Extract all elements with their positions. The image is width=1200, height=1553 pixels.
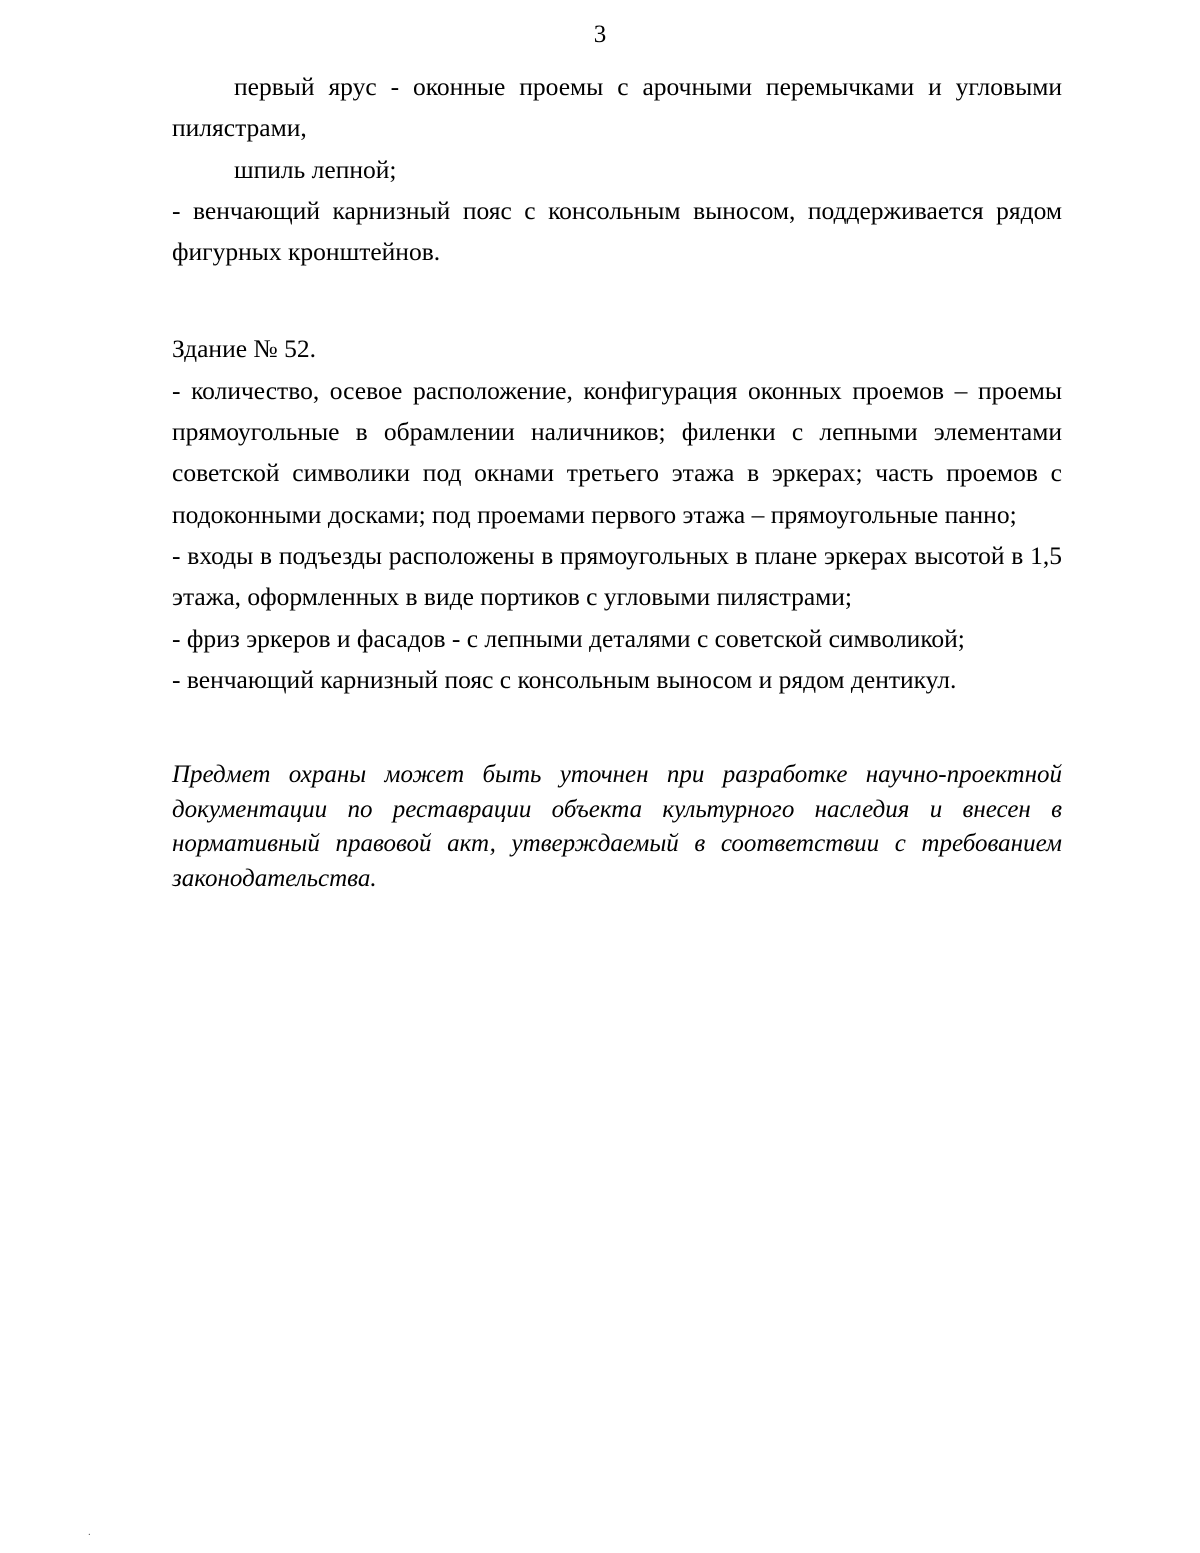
page-number: 3: [593, 21, 607, 48]
paragraph-entrances: - входы в подъезды расположены в прямоугольных в плане эркерах высотой в 1,5 этажа, оформленных в виде портиков с угловыми пилястрами;: [172, 540, 1062, 612]
paragraph-first-tier: первый ярус - оконные проемы с арочными перемычками и угловыми пилястрами,: [172, 72, 1062, 143]
paragraph-window-openings: - количество, осевое расположение, конфигурация оконных проемов – проемы прямоугольные в обрамлении наличников; филенки с лепными элементами советской символики под окнами третьего этажа в эркерах; часть проемов с подоконными досками; под проемами первого этажа – прямоугольные панно;: [172, 375, 1062, 529]
paragraph-cornice-denticules: - венчающий карнизный пояс с консольным выносом и рядом дентикул.: [172, 664, 957, 694]
heading-building-52: Здание № 52.: [172, 334, 316, 364]
footer-artifact-mark: .: [88, 1526, 91, 1538]
closing-note-block: [172, 758, 1062, 896]
paragraph-cornice-belt: - венчающий карнизный пояс с консольным выносом, поддерживается рядом фигурных кронштейнов.: [172, 195, 1062, 267]
closing-note-text: Предмет охраны может быть уточнен при разработке научно-проектной документации по реставрации объекта культурного наследия и внесен в нормативный правовой акт, утверждаемый в соответствии с требованием законодательства.: [172, 761, 1062, 892]
document-body: [172, 66, 1062, 700]
paragraph-frieze: - фриз эркеров и фасадов - с лепными деталями с советской символикой;: [172, 623, 965, 653]
paragraph-spire: шпиль лепной;: [234, 154, 397, 184]
paragraph-spacer: [172, 272, 1062, 328]
